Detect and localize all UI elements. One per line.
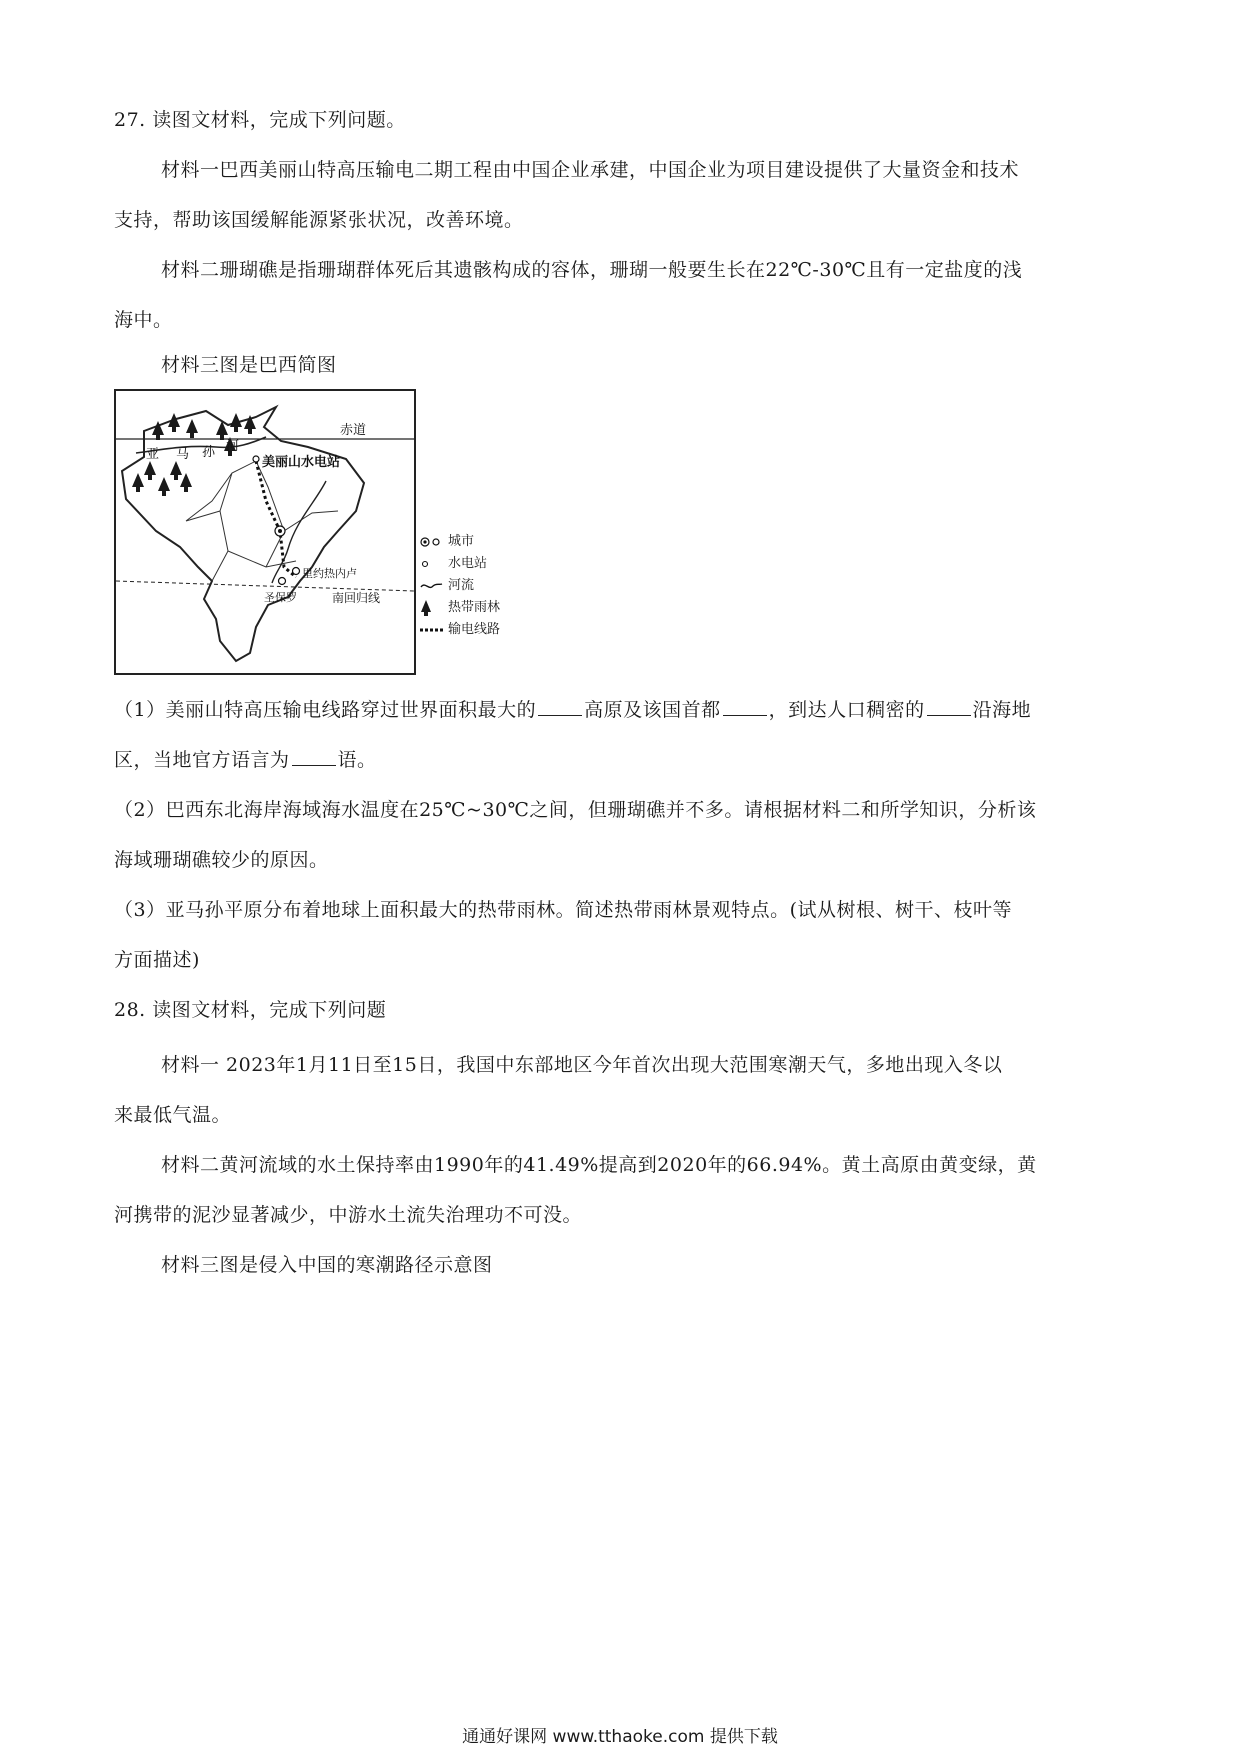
q27-material2-line2: 海中。: [114, 309, 173, 331]
page-footer: 通通好课网 www.tthaoke.com 提供下载: [462, 1727, 778, 1747]
brazil-map-drawing: [116, 391, 414, 673]
river-label-1: 亚: [146, 447, 160, 462]
tropic-label: 南回归线: [332, 591, 381, 605]
q27-sub1-line1: （1）美丽山特高压输电线路穿过世界面积最大的 高原及该国首都 ，到达人口稠密的 沿海地: [114, 699, 1032, 721]
city-icon: [420, 533, 444, 551]
saopaulo-label: 圣保罗: [264, 591, 297, 604]
answer-blank: [292, 747, 336, 766]
q27-title: 27. 读图文材料，完成下列问题。: [114, 109, 406, 131]
q28-material1-line2: 来最低气温。: [114, 1104, 232, 1126]
q27-material1-line1: 材料一巴西美丽山特高压输电二期工程由中国企业承建，中国企业为项目建设提供了大量资金和技术: [161, 159, 1020, 181]
capital-marker-dot: [278, 529, 282, 533]
rio-marker: [293, 568, 300, 575]
hydro-station-label: 美丽山水电站: [262, 455, 341, 470]
q28-title: 28. 读图文材料，完成下列问题: [114, 999, 387, 1021]
q28-material2-line1: 材料二黄河流域的水土保持率由1990年的41.49%提高到2020年的66.94%。黄土高原由黄变绿，黄: [161, 1154, 1037, 1176]
exam-page: 27. 读图文材料，完成下列问题。 材料一巴西美丽山特高压输电二期工程由中国企业承建，中国企业为项目建设提供了大量资金和技术 支持，帮助该国缓解能源紧张状况，改善环境。 材料二珊瑚礁是指珊瑚群体死后其遗骸构成的容体，珊瑚一般要生长在22℃-30℃且有一定盐度的浅 海中。 材料三图是巴西简图 赤道 亚 马 孙 河 美丽山水电站 里约热内卢 圣保罗 南回归线 城市 水电站 河流 热带雨林 输电线路 （1）美丽山特高压输电线路穿过世界面积最大的 高原及该国首都 ，到达人口稠密的 沿海地 区，当地官方语言为 语。 （2）巴西东北海岸海域海水温度在25℃~30℃之间，但珊瑚礁并不多。请根据材料二和所学知识，分析该 海域珊瑚礁较少的原因。 （3）亚马孙平原分布着地球上面积最大的热带雨林。简述热带雨林景观特点。(试从树根、树干、枝叶等 方面描述) 28. 读图文材料，完成下列问题 材料一 2023年1月11日至15日，我国中东部地区今年首次出现大范围寒潮天气，多地出现入冬以 来最低气温。 材料二黄河流域的水土保持率由1990年的41.49%提高到2020年的66.94%。黄土高原由黄变绿，黄 河携带的泥沙显著减少，中游水土流失治理功不可没。 材料三图是侵入中国的寒潮路径示意图 通通好课网 www.tthaoke.com 提供下载: [0, 0, 1240, 1754]
hydro-station-marker: [253, 456, 259, 462]
river-icon: [420, 577, 444, 595]
q27-material1-line2: 支持，帮助该国缓解能源紧张状况，改善环境。: [114, 209, 524, 231]
q27-material2-line1: 材料二珊瑚礁是指珊瑚群体死后其遗骸构成的容体，珊瑚一般要生长在22℃-30℃且有一定盐度的浅: [161, 259, 1023, 281]
q27-sub3-line2: 方面描述): [114, 949, 200, 971]
q27-sub1-line2: 区，当地官方语言为 语。: [114, 749, 377, 771]
river-label-4: 河: [226, 439, 240, 454]
answer-blank: [538, 697, 582, 716]
equator-label: 赤道: [340, 423, 367, 438]
brazil-map: [114, 389, 416, 675]
q28-material2-line2: 河携带的泥沙显著减少，中游水土流失治理功不可没。: [114, 1204, 583, 1226]
answer-blank: [723, 697, 767, 716]
river-label-2: 马: [176, 447, 190, 462]
answer-blank: [927, 697, 971, 716]
hydro-station-icon: [420, 555, 444, 573]
transmission-line-icon: [420, 621, 444, 639]
saopaulo-marker: [279, 578, 286, 585]
q27-sub3-line1: （3）亚马孙平原分布着地球上面积最大的热带雨林。简述热带雨林景观特点。(试从树根、树干、枝叶等: [114, 899, 1013, 921]
q27-sub2-line1: （2）巴西东北海岸海域海水温度在25℃~30℃之间，但珊瑚礁并不多。请根据材料二和所学知识，分析该: [114, 799, 1037, 821]
tree-icon: [420, 599, 444, 617]
river-label-3: 孙: [202, 445, 216, 460]
q27-material3: 材料三图是巴西简图: [161, 354, 337, 376]
q28-material1-line1: 材料一 2023年1月11日至15日，我国中东部地区今年首次出现大范围寒潮天气，多地出现入冬以: [161, 1054, 1003, 1076]
rio-label: 里约热内卢: [302, 567, 357, 580]
q28-material3: 材料三图是侵入中国的寒潮路径示意图: [161, 1254, 493, 1276]
transmission-line: [256, 461, 296, 577]
q27-sub2-line2: 海域珊瑚礁较少的原因。: [114, 849, 329, 871]
